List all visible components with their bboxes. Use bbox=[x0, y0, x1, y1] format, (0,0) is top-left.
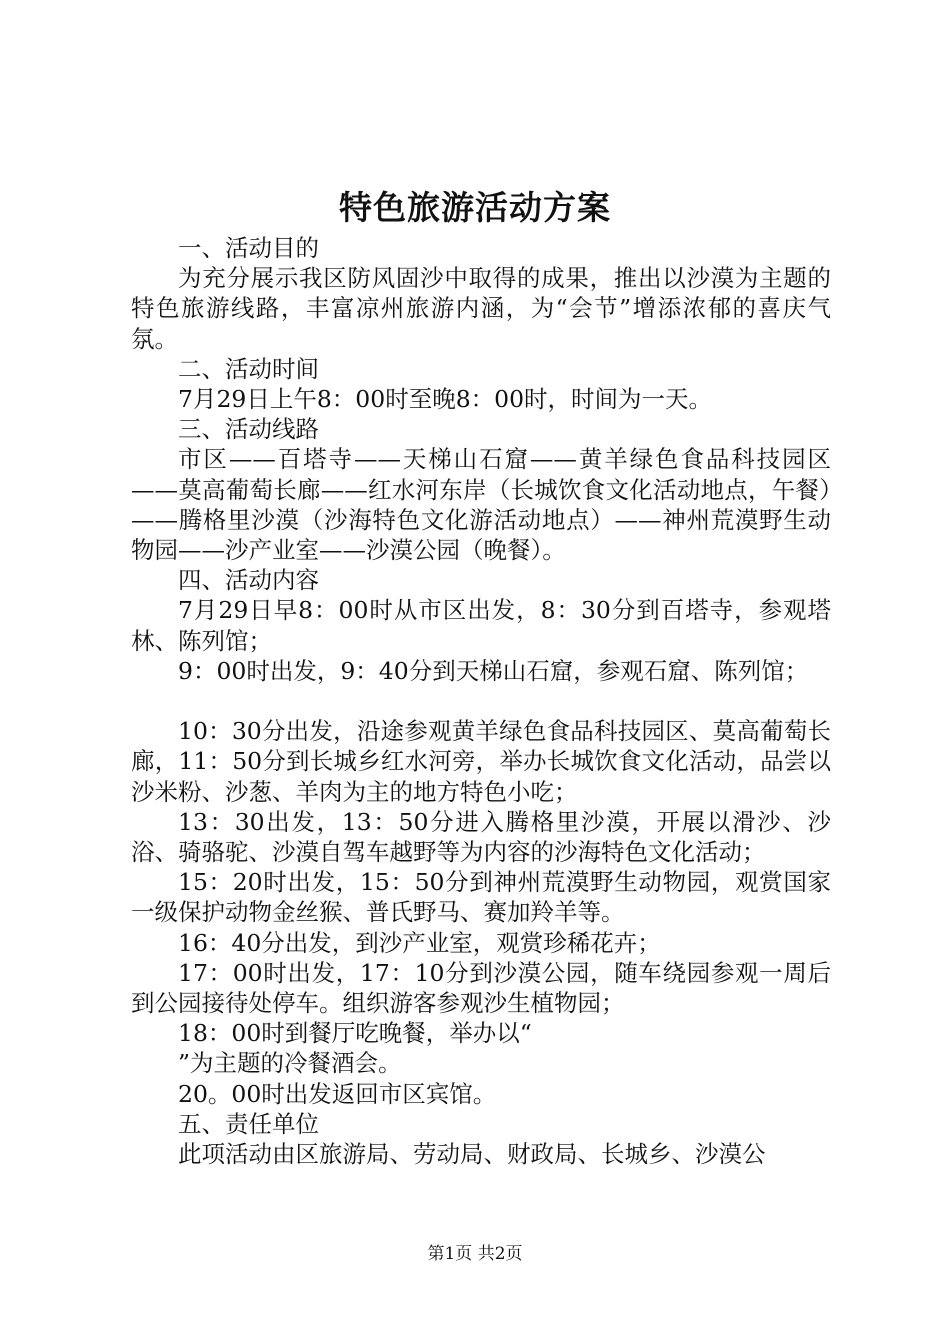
section-heading-responsibility: 五、责任单位 bbox=[178, 1109, 319, 1138]
schedule-item: 7月29日早8：00时从市区出发，8：30分到百塔寺，参观塔林、陈列馆； bbox=[131, 596, 831, 655]
route-paragraph: 市区——百塔寺——天梯山石窟——黄羊绿色食品科技园区——莫高葡萄长廊——红水河东岸（长城饮食文化活动地点，午餐）——腾格里沙漠（沙海特色文化游活动地点）——神州荒漠野生动物园——沙产业室——沙漠公园（晚餐）。 bbox=[131, 445, 831, 565]
schedule-item: 13：30出发，13：50分进入腾格里沙漠，开展以滑沙、沙浴、骑骆驼、沙漠自驾车越野等为内容的沙海特色文化活动； bbox=[131, 807, 831, 867]
section-heading-time: 二、活动时间 bbox=[178, 354, 319, 383]
schedule-item: ”为主题的冷餐酒会。 bbox=[178, 1049, 402, 1078]
blank-line bbox=[131, 686, 831, 716]
responsibility-paragraph: 此项活动由区旅游局、劳动局、财政局、长城乡、沙漠公 bbox=[178, 1140, 766, 1169]
section-heading-route: 三、活动线路 bbox=[178, 415, 319, 444]
schedule-item: 20。00时出发返回市区宾馆。 bbox=[178, 1079, 497, 1108]
schedule-item: 15：20时出发，15：50分到神州荒漠野生动物园，观赏国家一级保护动物金丝猴、普氏野马、赛加羚羊等。 bbox=[131, 868, 831, 927]
document-body bbox=[131, 233, 831, 1169]
purpose-paragraph: 为充分展示我区防风固沙中取得的成果，推出以沙漠为主题的特色旅游线路，丰富凉州旅游内涵，为“会节”增添浓郁的喜庆气氛。 bbox=[131, 264, 831, 353]
time-paragraph: 7月29日上午8：00时至晚8：00时，时间为一天。 bbox=[178, 385, 713, 414]
schedule-item: 18：00时到餐厅吃晚餐，举办以“ bbox=[178, 1019, 532, 1048]
page-footer: 第1页 共2页 bbox=[427, 1244, 523, 1264]
schedule-item: 17：00时出发，17：10分到沙漠公园，随车绕园参观一周后到公园接待处停车。组织游客参观沙生植物园； bbox=[131, 958, 831, 1018]
section-heading-content: 四、活动内容 bbox=[178, 566, 319, 595]
schedule-item: 9：00时出发，9：40分到天梯山石窟，参观石窟、陈列馆； bbox=[178, 656, 809, 685]
document-title: 特色旅游活动方案 bbox=[339, 188, 611, 227]
section-heading-purpose: 一、活动目的 bbox=[178, 234, 319, 262]
schedule-item: 10：30分出发，沿途参观黄羊绿色食品科技园区、莫高葡萄长廊，11：50分到长城乡红水河旁，举办长城饮食文化活动，品尝以沙米粉、沙葱、羊肉为主的地方特色小吃； bbox=[131, 717, 831, 806]
schedule-item: 16：40分出发，到沙产业室，观赏珍稀花卉； bbox=[178, 928, 661, 957]
